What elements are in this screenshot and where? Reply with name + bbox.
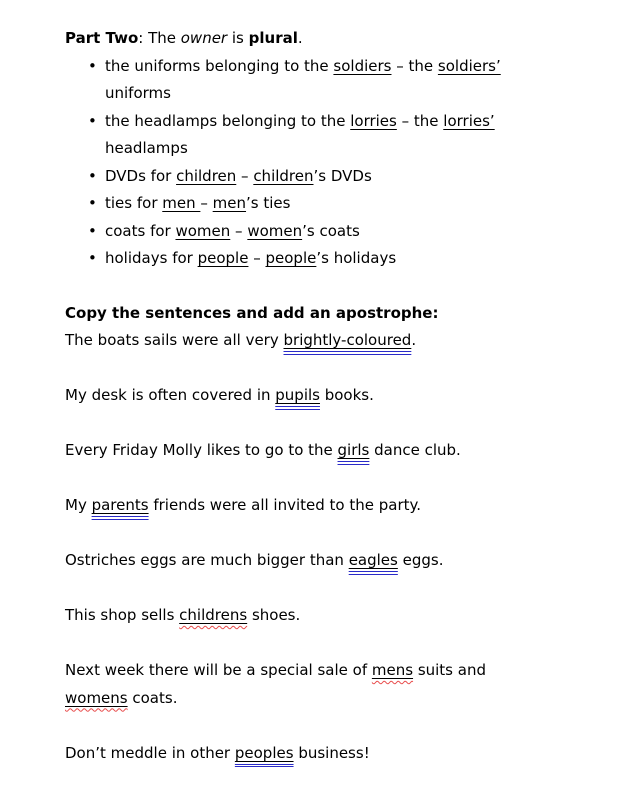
text-run: ’s ties xyxy=(246,194,291,212)
text-run: holidays for xyxy=(105,249,198,267)
example-item-children xyxy=(88,163,575,191)
text-run: eggs. xyxy=(397,551,444,569)
grammar-double-underline xyxy=(284,331,412,349)
examples-list xyxy=(65,53,575,273)
text-run: the headlamps belonging to the xyxy=(105,111,351,130)
text-run: The boats sails were all very xyxy=(65,331,284,349)
grammar-double-underline xyxy=(92,496,149,514)
underlined-word-brightly-coloured: brightly-coloured xyxy=(283,331,412,349)
text-run: This shop sells xyxy=(65,606,180,624)
underlined-word-soldiers-apostrophe: soldiers’ xyxy=(437,56,501,75)
instruction-text: Copy the sentences and add an apostrophe: xyxy=(65,303,439,322)
underlined-word-girls: girls xyxy=(337,441,370,459)
text-run: Next week there will be a special sale of xyxy=(65,661,372,679)
text-run: . xyxy=(411,331,417,349)
underlined-word-women: women xyxy=(175,221,231,240)
text-run: the uniforms belonging to the xyxy=(105,56,334,75)
text-run: ’s DVDs xyxy=(313,166,372,185)
text-run: is xyxy=(227,29,249,47)
underlined-word-parents: parents xyxy=(91,496,149,514)
text-run: Every Friday Molly likes to go to the xyxy=(65,441,338,459)
instruction-heading xyxy=(65,300,575,328)
text-run: – xyxy=(230,221,248,240)
grammar-double-underline xyxy=(349,551,398,569)
grammar-double-underline xyxy=(235,744,294,762)
underlined-word-people: people xyxy=(197,249,249,267)
underlined-word-childrens: childrens xyxy=(179,606,248,624)
text-run: business! xyxy=(293,743,370,762)
underlined-word-women: women xyxy=(247,221,303,240)
text-run: ’s coats xyxy=(302,221,360,240)
text-run: DVDs for xyxy=(105,166,177,185)
example-item-men xyxy=(88,190,575,218)
exercise-sentence-childrens xyxy=(65,602,575,630)
text-run: suits and xyxy=(413,661,486,679)
underlined-word-men: men xyxy=(162,194,201,212)
underlined-word-pupils: pupils xyxy=(275,386,320,404)
text-run: uniforms xyxy=(105,84,171,102)
grammar-double-underline xyxy=(275,386,320,404)
text-run: ’s holidays xyxy=(316,249,397,267)
underlined-word-children: children xyxy=(176,166,237,185)
text-run: – xyxy=(236,166,254,185)
underlined-word-men: men xyxy=(212,194,247,212)
underlined-word-children: children xyxy=(253,166,314,185)
underlined-word-peoples: peoples xyxy=(234,743,294,762)
exercise-sentence-mens-womens xyxy=(65,657,575,712)
spellcheck-wavy-underline xyxy=(65,689,128,707)
underlined-word-lorries-apostrophe: lorries’ xyxy=(443,111,495,130)
text-run: friends were all invited to the party. xyxy=(148,496,422,514)
text-run: – the xyxy=(391,56,438,75)
exercise-sentence-peoples xyxy=(65,740,575,768)
bold-word-plural: plural xyxy=(248,29,298,47)
example-item-women xyxy=(88,218,575,246)
text-run: dance club. xyxy=(369,441,461,459)
text-run: My xyxy=(65,496,92,514)
underlined-word-womens: womens xyxy=(65,688,128,707)
underlined-word-lorries: lorries xyxy=(350,111,397,130)
text-run: coats for xyxy=(105,221,176,240)
text-run: headlamps xyxy=(105,139,188,157)
part-two-label: Part Two xyxy=(65,29,139,47)
text-run: coats. xyxy=(127,688,178,707)
spellcheck-wavy-underline xyxy=(179,606,247,624)
text-run: . xyxy=(297,29,303,47)
exercise-sentence-eagles xyxy=(65,547,575,575)
text-run: books. xyxy=(319,386,374,404)
text-run: – the xyxy=(396,111,444,130)
text-run: ties for xyxy=(105,194,163,212)
spellcheck-wavy-underline xyxy=(372,661,413,679)
exercise-sentence-boats xyxy=(65,327,575,355)
italic-word-owner: owner xyxy=(180,29,228,47)
underlined-word-soldiers: soldiers xyxy=(333,56,392,75)
exercise-sentence-pupils xyxy=(65,382,575,410)
underlined-word-eagles: eagles xyxy=(348,551,398,569)
example-item-soldiers xyxy=(88,53,575,108)
grammar-double-underline xyxy=(338,441,370,459)
text-run: Don’t meddle in other xyxy=(65,743,235,762)
part-two-heading xyxy=(65,25,575,53)
underlined-word-people: people xyxy=(265,249,317,267)
example-item-people xyxy=(88,245,575,273)
text-run: – xyxy=(200,194,213,212)
text-run: Ostriches eggs are much bigger than xyxy=(65,551,349,569)
underlined-word-mens: mens xyxy=(371,661,414,679)
text-run: shoes. xyxy=(247,606,301,624)
text-run: – xyxy=(248,249,266,267)
example-item-lorries xyxy=(88,108,575,163)
text-run: My desk is often covered in xyxy=(65,386,276,404)
exercise-sentence-parents xyxy=(65,492,575,520)
exercise-sentence-girls xyxy=(65,437,575,465)
text-run: : The xyxy=(138,29,181,47)
